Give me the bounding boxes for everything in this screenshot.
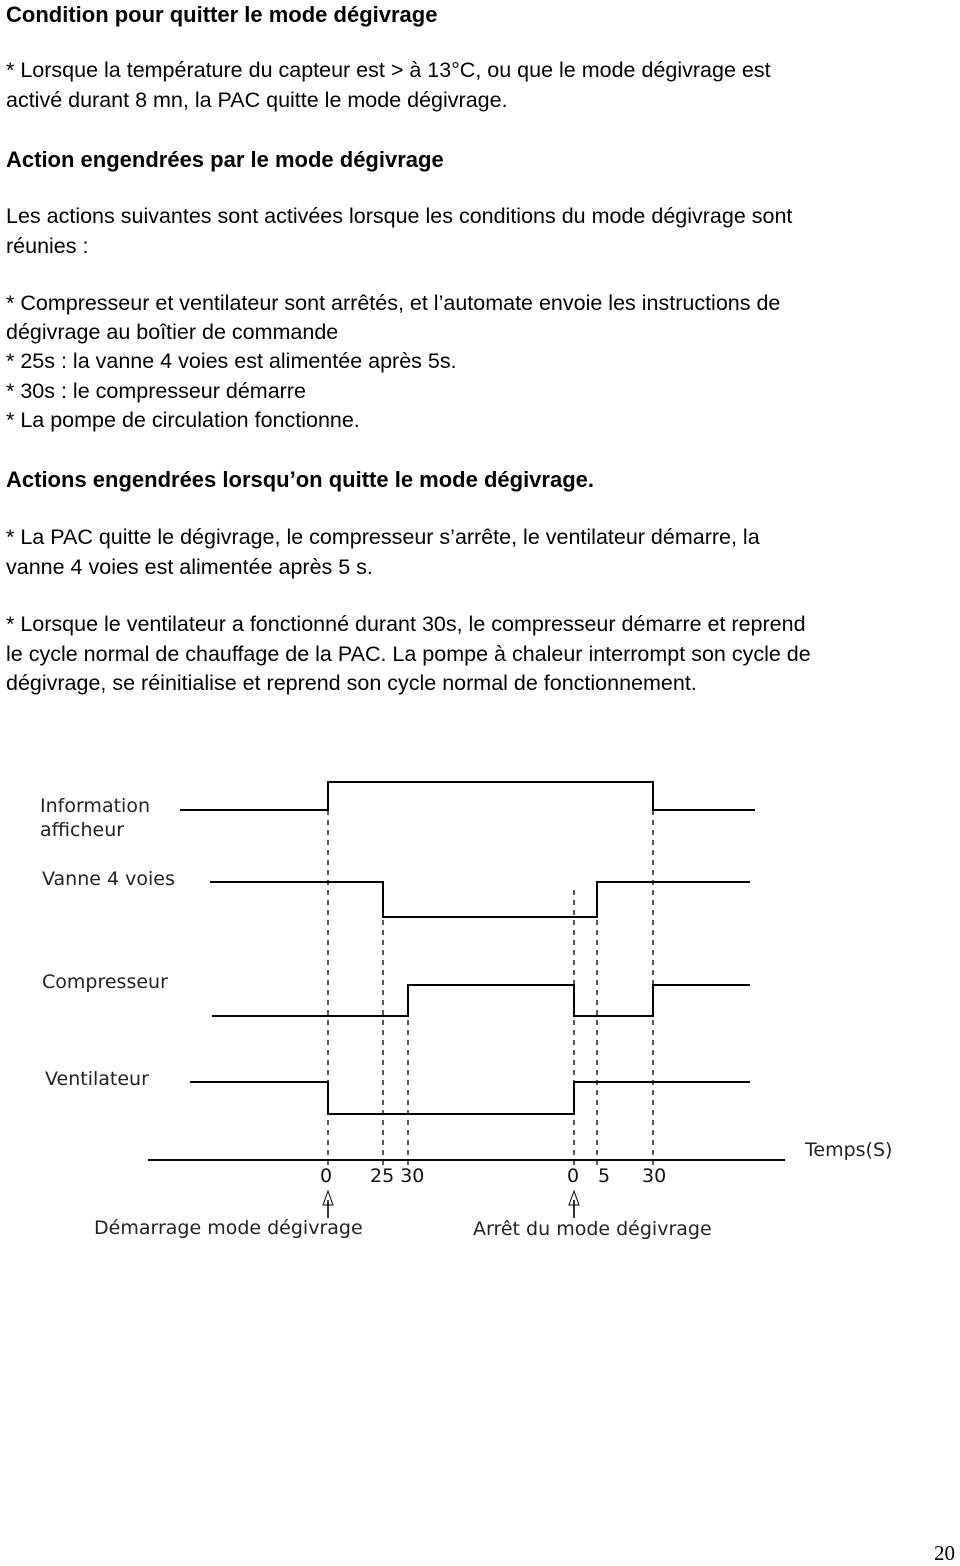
label-information-line2: afficheur (40, 819, 125, 841)
section-heading-exit-actions: Actions engendrées lorsqu’on quitte le mode dégivrage. (6, 467, 594, 492)
tick-start-0: 0 (320, 1165, 333, 1187)
defrost-item-3: * 30s : le compresseur démarre (6, 379, 306, 403)
label-information-line1: Information (40, 795, 150, 817)
label-ventilateur: Ventilateur (45, 1068, 149, 1090)
signal-ventilateur (190, 1082, 750, 1114)
tick-start-25-30: 25 30 (370, 1165, 425, 1187)
exit-actions-p2-line-2: le cycle normal de chauffage de la PAC. La pompe à chaleur interrompt son cycle de (6, 642, 811, 666)
defrost-item-2: * 25s : la vanne 4 voies est alimentée après 5s. (6, 349, 457, 373)
tick-stop-0: 0 (567, 1165, 580, 1187)
defrost-intro-line-2: réunies : (6, 234, 89, 258)
section-heading-defrost-actions: Action engendrées par le mode dégivrage (6, 147, 444, 172)
exit-actions-p2-line-3: dégivrage, se réinitialise et reprend son cycle normal de fonctionnement. (6, 671, 697, 695)
axis-label-temps: Temps(S) (805, 1139, 893, 1161)
defrost-item-4: * La pompe de circulation fonctionne. (6, 408, 360, 432)
event-label-stop: Arrêt du mode dégivrage (473, 1218, 712, 1240)
exit-actions-p2-line-1: * Lorsque le ventilateur a fonctionné durant 30s, le compresseur démarre et reprend (6, 612, 806, 636)
text-line: * Lorsque la température du capteur est > à 13°C, ou que le mode dégivrage est (6, 58, 771, 82)
signal-vanne-4-voies (210, 882, 750, 917)
defrost-item-1: * Compresseur et ventilateur sont arrêtés, et l’automate envoie les instructions de (6, 291, 781, 315)
tick-stop-5: 5 (598, 1165, 611, 1187)
exit-actions-p1-line-2: vanne 4 voies est alimentée après 5 s. (6, 555, 373, 579)
defrost-timing-diagram (0, 760, 960, 1260)
arrow-stop-icon (569, 1191, 579, 1218)
page-number: 20 (934, 1541, 955, 1565)
tick-stop-30: 30 (642, 1165, 667, 1187)
exit-condition-line-2: activé durant 8 mn, la PAC quitte le mode dégivrage. (6, 88, 508, 112)
defrost-item-1-cont: dégivrage au boîtier de commande (6, 320, 339, 344)
exit-condition-line-1 (6, 58, 958, 83)
label-compresseur: Compresseur (42, 971, 168, 993)
defrost-intro-line-1: Les actions suivantes sont activées lorsque les conditions du mode dégivrage sont (6, 204, 793, 228)
signal-information-afficheur (180, 782, 755, 810)
label-information-afficheur (40, 794, 150, 842)
time-marker-lines (328, 790, 653, 1165)
label-vanne-4-voies: Vanne 4 voies (42, 868, 175, 890)
exit-actions-p1-line-1: * La PAC quitte le dégivrage, le compresseur s’arrête, le ventilateur démarre, la (6, 525, 760, 549)
signal-compresseur (212, 985, 750, 1016)
arrow-start-icon (323, 1191, 333, 1218)
section-heading-exit-condition: Condition pour quitter le mode dégivrage (6, 2, 438, 27)
event-label-start: Démarrage mode dégivrage (94, 1217, 363, 1239)
